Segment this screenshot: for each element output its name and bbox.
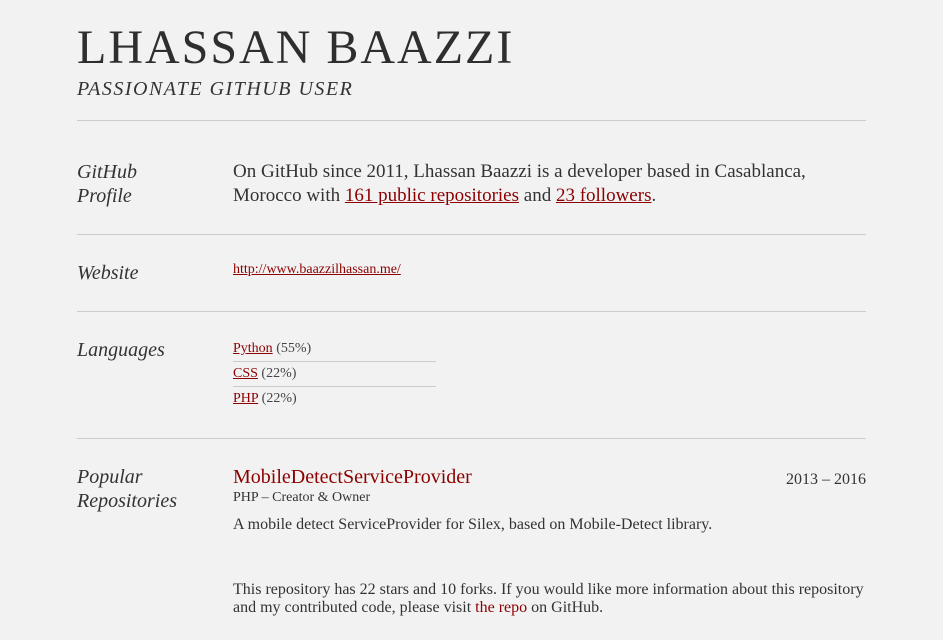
language-item [233, 362, 436, 387]
language-link[interactable]: PHP [233, 391, 259, 406]
label-line: Popular [77, 466, 143, 488]
section-label-languages: Languages [77, 339, 165, 361]
language-percentage: (22%) [261, 366, 297, 381]
language-item [233, 387, 436, 411]
label-line: Profile [77, 185, 132, 207]
website-link[interactable]: http://www.baazzilhassan.me/ [233, 262, 401, 277]
repository-title: MobileDetectServiceProvider [233, 466, 472, 488]
repository-item [233, 466, 866, 636]
label-line: GitHub [77, 161, 137, 183]
repo-link[interactable]: the repo [475, 599, 528, 616]
divider [77, 120, 866, 121]
tagline: PASSIONATE GITHUB USER [77, 78, 354, 100]
section-label-github-profile [77, 160, 217, 208]
language-item [233, 337, 436, 362]
profile-text: On GitHub since 2011, Lhassan Baazzi is a developer based in Casablanca, Morocco with [233, 161, 806, 206]
public-repositories-link[interactable]: 161 public repositories [344, 185, 520, 206]
language-link[interactable]: CSS [233, 366, 258, 381]
repository-stats-text: This repository has 22 stars and 10 forks. If you would like more information about this repository and my contributed code, please visit [233, 581, 864, 616]
page-title: LHASSAN BAAZZI [77, 21, 515, 74]
language-percentage: (55%) [276, 341, 312, 356]
divider [77, 234, 866, 235]
profile-summary [233, 160, 866, 208]
divider [77, 311, 866, 312]
repository-stats [233, 581, 866, 617]
repository-description: A mobile detect ServiceProvider for Silex, based on Mobile-Detect library. [233, 516, 713, 533]
language-link[interactable]: Python [233, 341, 273, 356]
section-label-website: Website [77, 262, 139, 284]
repository-stats-text: on GitHub. [527, 599, 604, 616]
divider [77, 438, 866, 439]
repository-meta: PHP – Creator & Owner [233, 490, 371, 505]
followers-link[interactable]: 23 followers [555, 185, 652, 206]
section-label-popular-repositories [77, 465, 217, 513]
profile-text: and [519, 185, 556, 206]
label-line: Repositories [77, 490, 177, 512]
repository-years: 2013 – 2016 [786, 471, 866, 488]
languages-section [233, 337, 436, 411]
website-section [233, 258, 401, 278]
languages-list [233, 337, 436, 411]
language-percentage: (22%) [261, 391, 297, 406]
profile-text: . [651, 185, 657, 206]
